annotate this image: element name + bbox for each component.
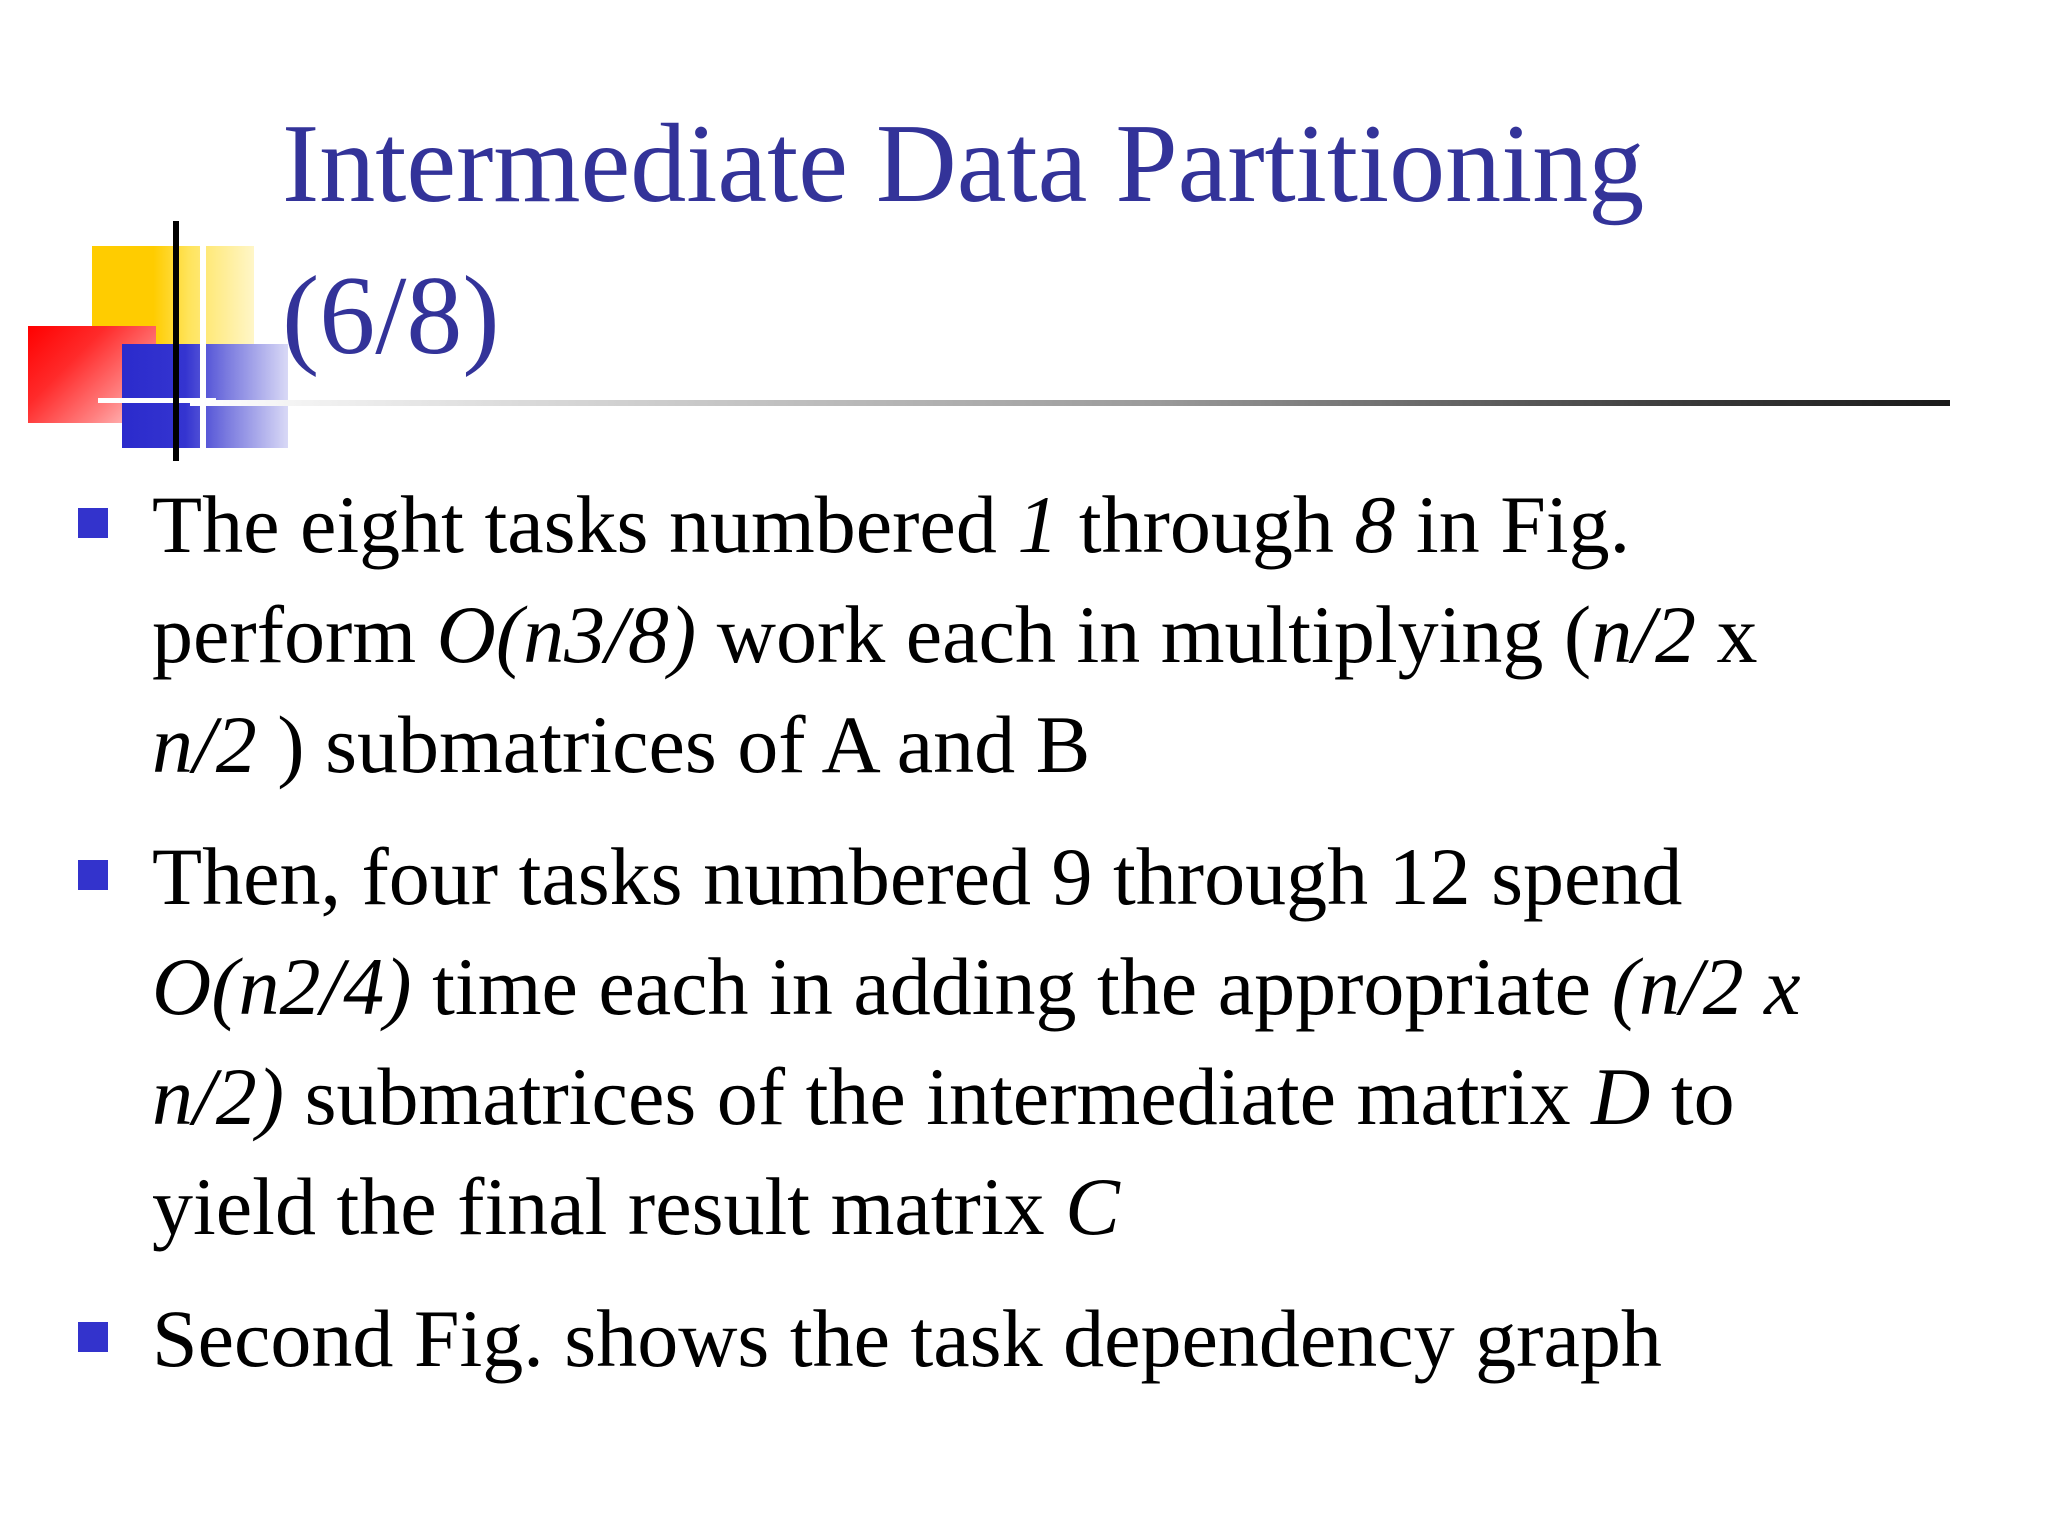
text-run: submatrices of the intermediate matrix xyxy=(284,1051,1592,1142)
text-run-italic: D xyxy=(1591,1051,1651,1142)
text-run-italic: 1 xyxy=(1017,479,1059,570)
slide-title-line-2: (6/8) xyxy=(282,254,500,378)
bullet-text xyxy=(152,822,2032,1262)
square-bullet-icon xyxy=(78,1322,108,1352)
text-run: in Fig. xyxy=(1395,479,1631,570)
bullet-line xyxy=(152,470,2032,580)
bullet-line xyxy=(152,1042,2032,1152)
slide-title-line-1: Intermediate Data Partitioning xyxy=(282,102,1645,226)
bullet-text xyxy=(152,1284,2032,1394)
text-run-italic: C xyxy=(1065,1161,1120,1252)
text-run-italic: (n/2 x xyxy=(1611,941,1801,1032)
square-bullet-icon xyxy=(78,508,108,538)
text-run-italic: O(n3/8) xyxy=(436,589,697,680)
bullet-line xyxy=(152,932,2032,1042)
bullet-line xyxy=(152,1152,2032,1262)
bullet-line xyxy=(152,690,2032,800)
bullet-text xyxy=(152,470,2032,800)
text-run-italic: O(n2/4) xyxy=(152,941,412,1032)
black-divider-vertical xyxy=(173,221,179,461)
bullet-line xyxy=(152,1284,2032,1394)
square-bullet-icon xyxy=(78,860,108,890)
text-run: yield the final result matrix xyxy=(152,1161,1066,1252)
text-run: to xyxy=(1650,1051,1735,1142)
text-run: The eight tasks numbered xyxy=(152,479,1018,570)
text-run: Then, four tasks numbered 9 through 12 spend xyxy=(152,831,1683,922)
text-run: perform xyxy=(152,589,437,680)
text-run: ) submatrices of A and B xyxy=(256,699,1091,790)
white-divider-vertical xyxy=(200,244,206,450)
bullet-line xyxy=(152,822,2032,932)
text-run: time each in adding the appropriate xyxy=(411,941,1612,1032)
slide-title xyxy=(282,88,1982,392)
bullet-line xyxy=(152,580,2032,690)
text-run: Second Fig. shows the task dependency graph xyxy=(152,1293,1662,1384)
text-run: through xyxy=(1058,479,1355,570)
text-run: x xyxy=(1696,589,1758,680)
text-run-italic: n/2 xyxy=(1591,589,1697,680)
text-run-italic: n/2) xyxy=(152,1051,285,1142)
title-underline-rule xyxy=(190,400,1950,406)
text-run: work each in multiplying ( xyxy=(696,589,1592,680)
text-run-italic: 8 xyxy=(1354,479,1396,570)
text-run-italic: n/2 xyxy=(152,699,257,790)
